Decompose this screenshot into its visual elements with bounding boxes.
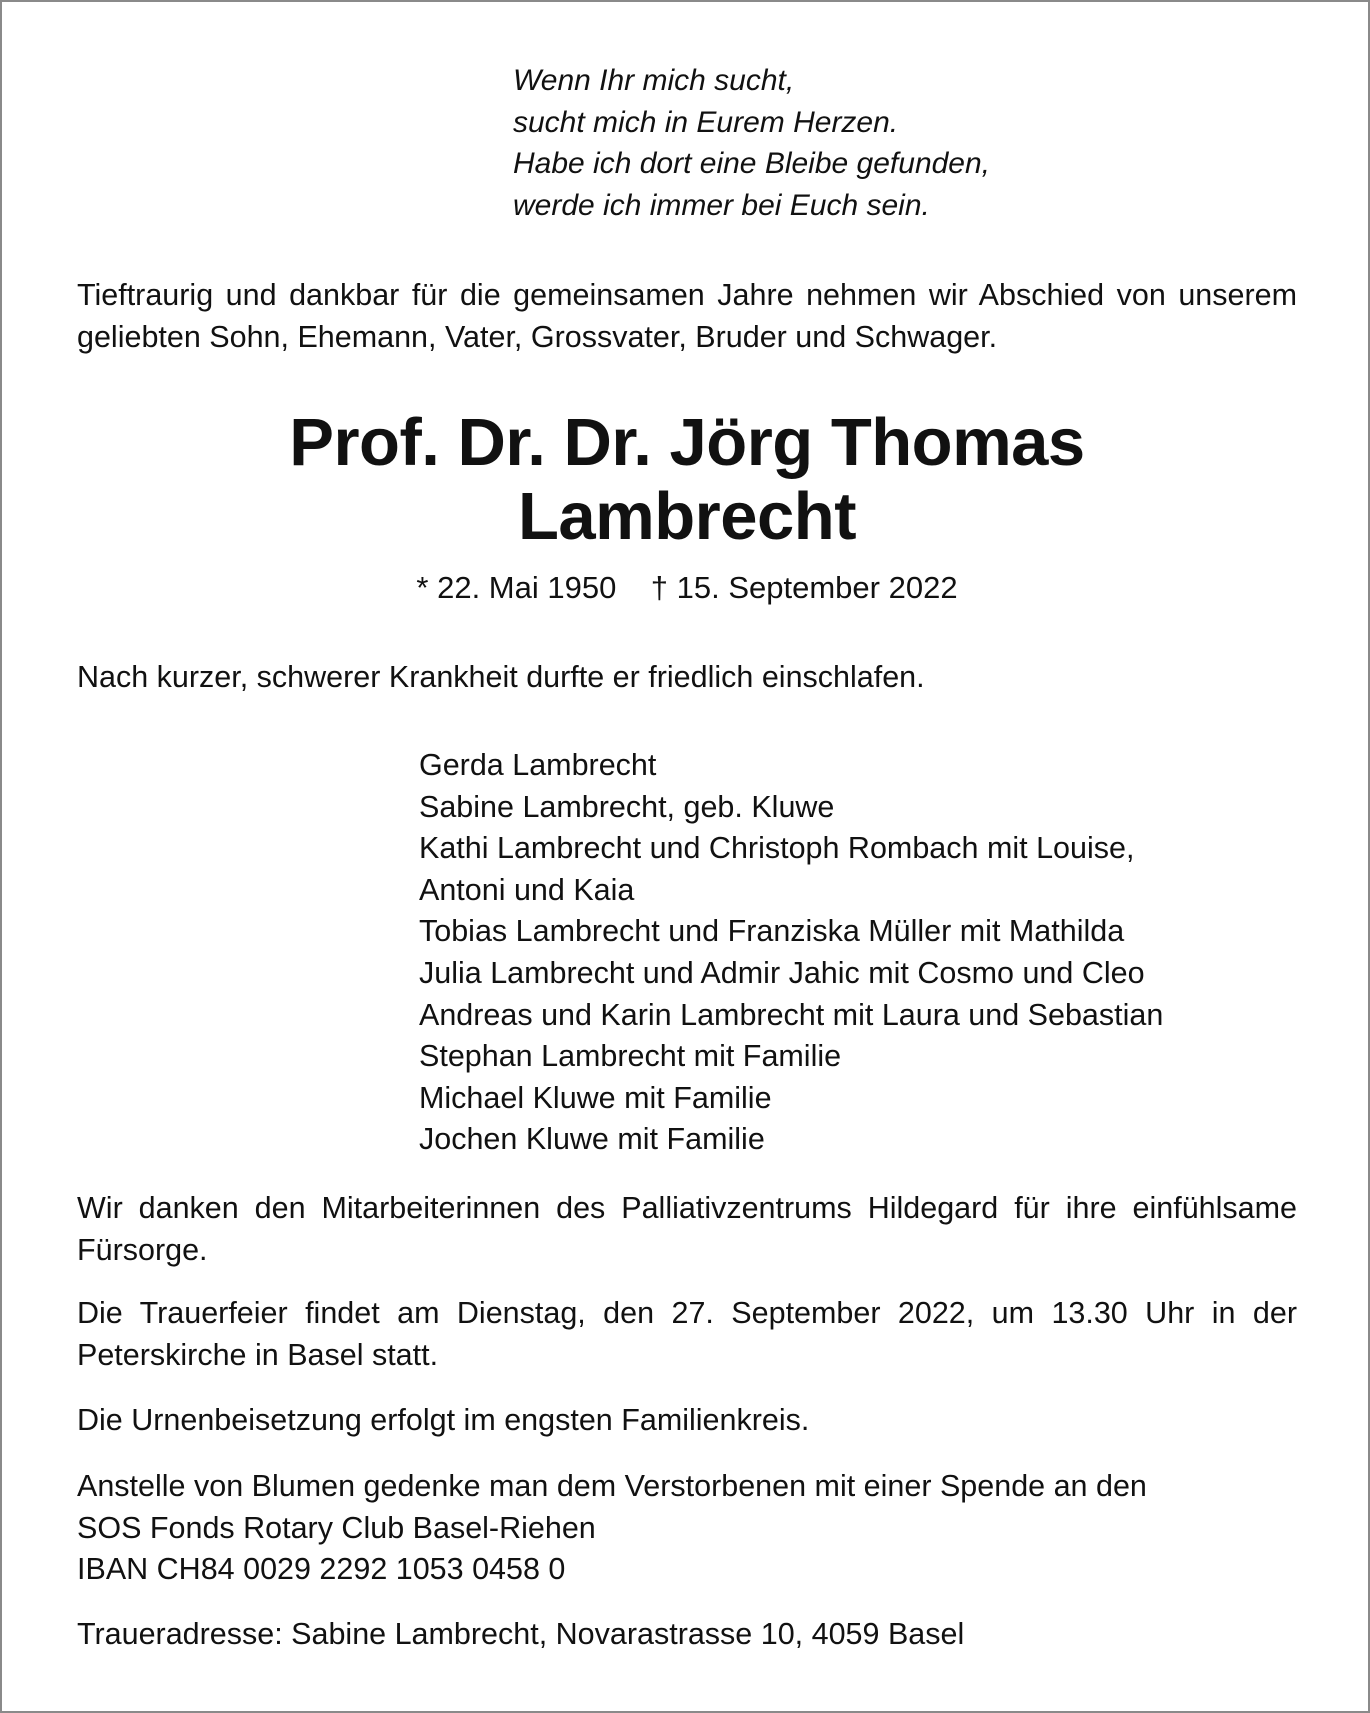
- poem-line: sucht mich in Eurem Herzen.: [513, 105, 899, 139]
- donation-recipient: SOS Fonds Rotary Club Basel-Riehen: [77, 1510, 596, 1545]
- donation-paragraph: [77, 1466, 1297, 1591]
- family-member: Julia Lambrecht und Admir Jahic mit Cosmo und Cleo: [419, 955, 1145, 990]
- illness-paragraph: Nach kurzer, schwerer Krankheit durfte er friedlich einschlafen.: [77, 660, 925, 694]
- ceremony-paragraph: Die Trauerfeier findet am Dienstag, den 27. September 2022, um 13.30 Uhr in der Peterskirche in Basel statt.: [77, 1296, 1297, 1372]
- intro-paragraph: Tieftraurig und dankbar für die gemeinsamen Jahre nehmen wir Abschied von unserem geliebten Sohn, Ehemann, Vater, Grossvater, Bruder und Schwager.: [77, 278, 1297, 354]
- family-member: Tobias Lambrecht und Franziska Müller mit Mathilda: [419, 914, 1125, 949]
- family-member: Jochen Kluwe mit Familie: [419, 1122, 765, 1157]
- thanks-paragraph: Wir danken den Mitarbeiterinnen des Palliativzentrums Hildegard für ihre einfühlsame Fürsorge.: [77, 1191, 1297, 1267]
- family-member: Antoni und Kaia: [419, 872, 635, 907]
- family-member: Sabine Lambrecht, geb. Kluwe: [419, 789, 835, 824]
- poem-line: werde ich immer bei Euch sein.: [513, 188, 930, 222]
- family-member: Michael Kluwe mit Familie: [419, 1080, 772, 1115]
- deceased-name: [77, 406, 1297, 554]
- burial-paragraph: Die Urnenbeisetzung erfolgt im engsten Familienkreis.: [77, 1403, 810, 1437]
- donation-iban: IBAN CH84 0029 2292 1053 0458 0: [77, 1552, 566, 1586]
- family-member: Kathi Lambrecht und Christoph Rombach mit Louise,: [419, 831, 1135, 866]
- family-list: [419, 745, 1163, 1161]
- poem: [513, 60, 990, 226]
- poem-line: Habe ich dort eine Bleibe gefunden,: [513, 147, 991, 180]
- family-member: Stephan Lambrecht mit Familie: [419, 1039, 842, 1074]
- donation-line: Anstelle von Blumen gedenke man dem Verstorbenen mit einer Spende an den: [77, 1469, 1147, 1503]
- family-member: Andreas und Karin Lambrecht mit Laura und Sebastian: [419, 997, 1164, 1032]
- poem-line: Wenn Ihr mich sucht,: [513, 64, 795, 97]
- mourning-address: Traueradresse: Sabine Lambrecht, Novarastrasse 10, 4059 Basel: [77, 1617, 965, 1651]
- life-dates: * 22. Mai 1950 † 15. September 2022: [416, 570, 958, 605]
- deceased-name-line2: Lambrecht: [517, 479, 857, 554]
- deceased-name-line1: Prof. Dr. Dr. Jörg Thomas: [289, 405, 1085, 480]
- family-member: Gerda Lambrecht: [419, 748, 657, 782]
